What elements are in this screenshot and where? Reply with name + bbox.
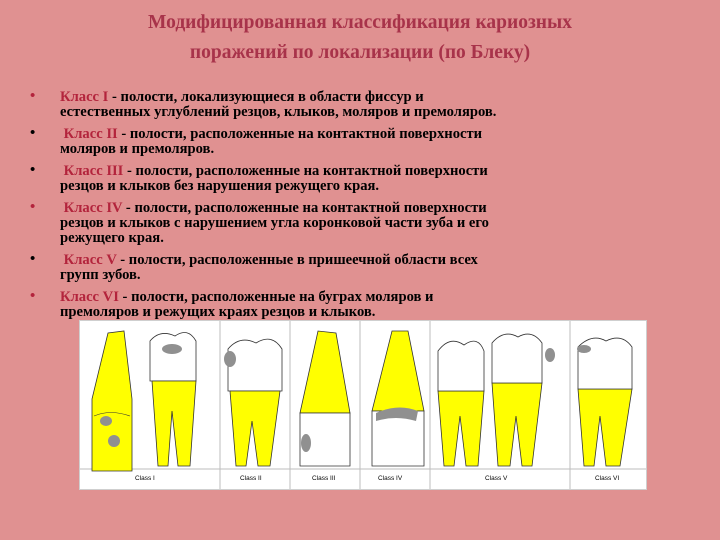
class4-incisor: [372, 331, 424, 466]
item-text-line2: моляров и премоляров.: [60, 141, 215, 157]
item-text-line3: режущего края.: [60, 230, 164, 246]
slide-title: [0, 8, 720, 68]
classification-list: [30, 90, 680, 327]
bullet-icon: •: [30, 162, 36, 178]
caption-class-6: Class VI: [595, 475, 620, 482]
class-label: Класс II: [63, 126, 118, 142]
list-item-class-2: [30, 127, 680, 157]
list-item-class-4: [30, 201, 680, 246]
bullet-icon: •: [30, 88, 36, 104]
class5-molar-2: [492, 334, 555, 466]
teeth-diagram: [80, 321, 646, 489]
separator: -: [116, 252, 129, 268]
list-item-class-6: [30, 290, 680, 320]
caption-class-5: Class V: [485, 475, 508, 482]
class5-molar-1: [438, 341, 484, 466]
bullet-icon: •: [30, 288, 36, 304]
bullet-icon: •: [30, 125, 36, 141]
class-label: Класс V: [63, 252, 117, 268]
separator: -: [108, 89, 121, 105]
title-line-1: Модифицированная классификация кариозных: [147, 12, 573, 33]
class-label: Класс I: [60, 89, 109, 105]
item-text: полости, расположенные на буграх моляров и: [131, 289, 434, 305]
caption-class-2: Class II: [240, 475, 262, 482]
class-label: Класс IV: [63, 200, 123, 216]
caption-class-4: Class IV: [378, 475, 403, 482]
separator: -: [118, 289, 132, 305]
item-text-line2: резцов и клыков с нарушением угла коронковой части зуба и его: [60, 215, 489, 231]
list-item-class-1: [30, 90, 680, 120]
class2-molar: [224, 339, 282, 466]
class-label: Класс VI: [60, 289, 119, 305]
separator: -: [122, 200, 135, 216]
item-text-line2: премоляров и режущих краях резцов и клыков.: [60, 304, 376, 320]
item-text: полости, локализующиеся в области фиссур и: [120, 89, 424, 105]
item-text-line2: резцов и клыков без нарушения режущего края.: [60, 178, 380, 194]
item-text-line2: естественных углублений резцов, клыков, моляров и премоляров.: [60, 104, 497, 120]
list-item-class-3: [30, 164, 680, 194]
title-line-2: поражений по локализации (по Блеку): [189, 42, 531, 63]
caption-class-3: Class III: [312, 475, 336, 482]
class3-incisor: [300, 331, 350, 466]
class-label: Класс III: [63, 163, 124, 179]
caption-class-1: Class I: [135, 475, 155, 482]
class1-molar: [150, 332, 196, 466]
list-item-class-5: [30, 253, 680, 283]
bullet-icon: •: [30, 251, 36, 267]
item-text: полости, расположенные на контактной поверхности: [129, 126, 483, 142]
separator: -: [117, 126, 130, 142]
item-text: полости, расположенные в пришеечной области всех: [128, 252, 478, 268]
separator: -: [123, 163, 136, 179]
black-classification-figure: [79, 320, 647, 490]
class6-molar: [577, 338, 632, 466]
item-text: полости, расположенные на контактной поверхности: [134, 200, 487, 216]
item-text-line2: групп зубов.: [60, 267, 141, 283]
bullet-icon: •: [30, 199, 36, 215]
item-text: полости, расположенные на контактной поверхности: [135, 163, 488, 179]
class1-incisor: [92, 331, 132, 471]
